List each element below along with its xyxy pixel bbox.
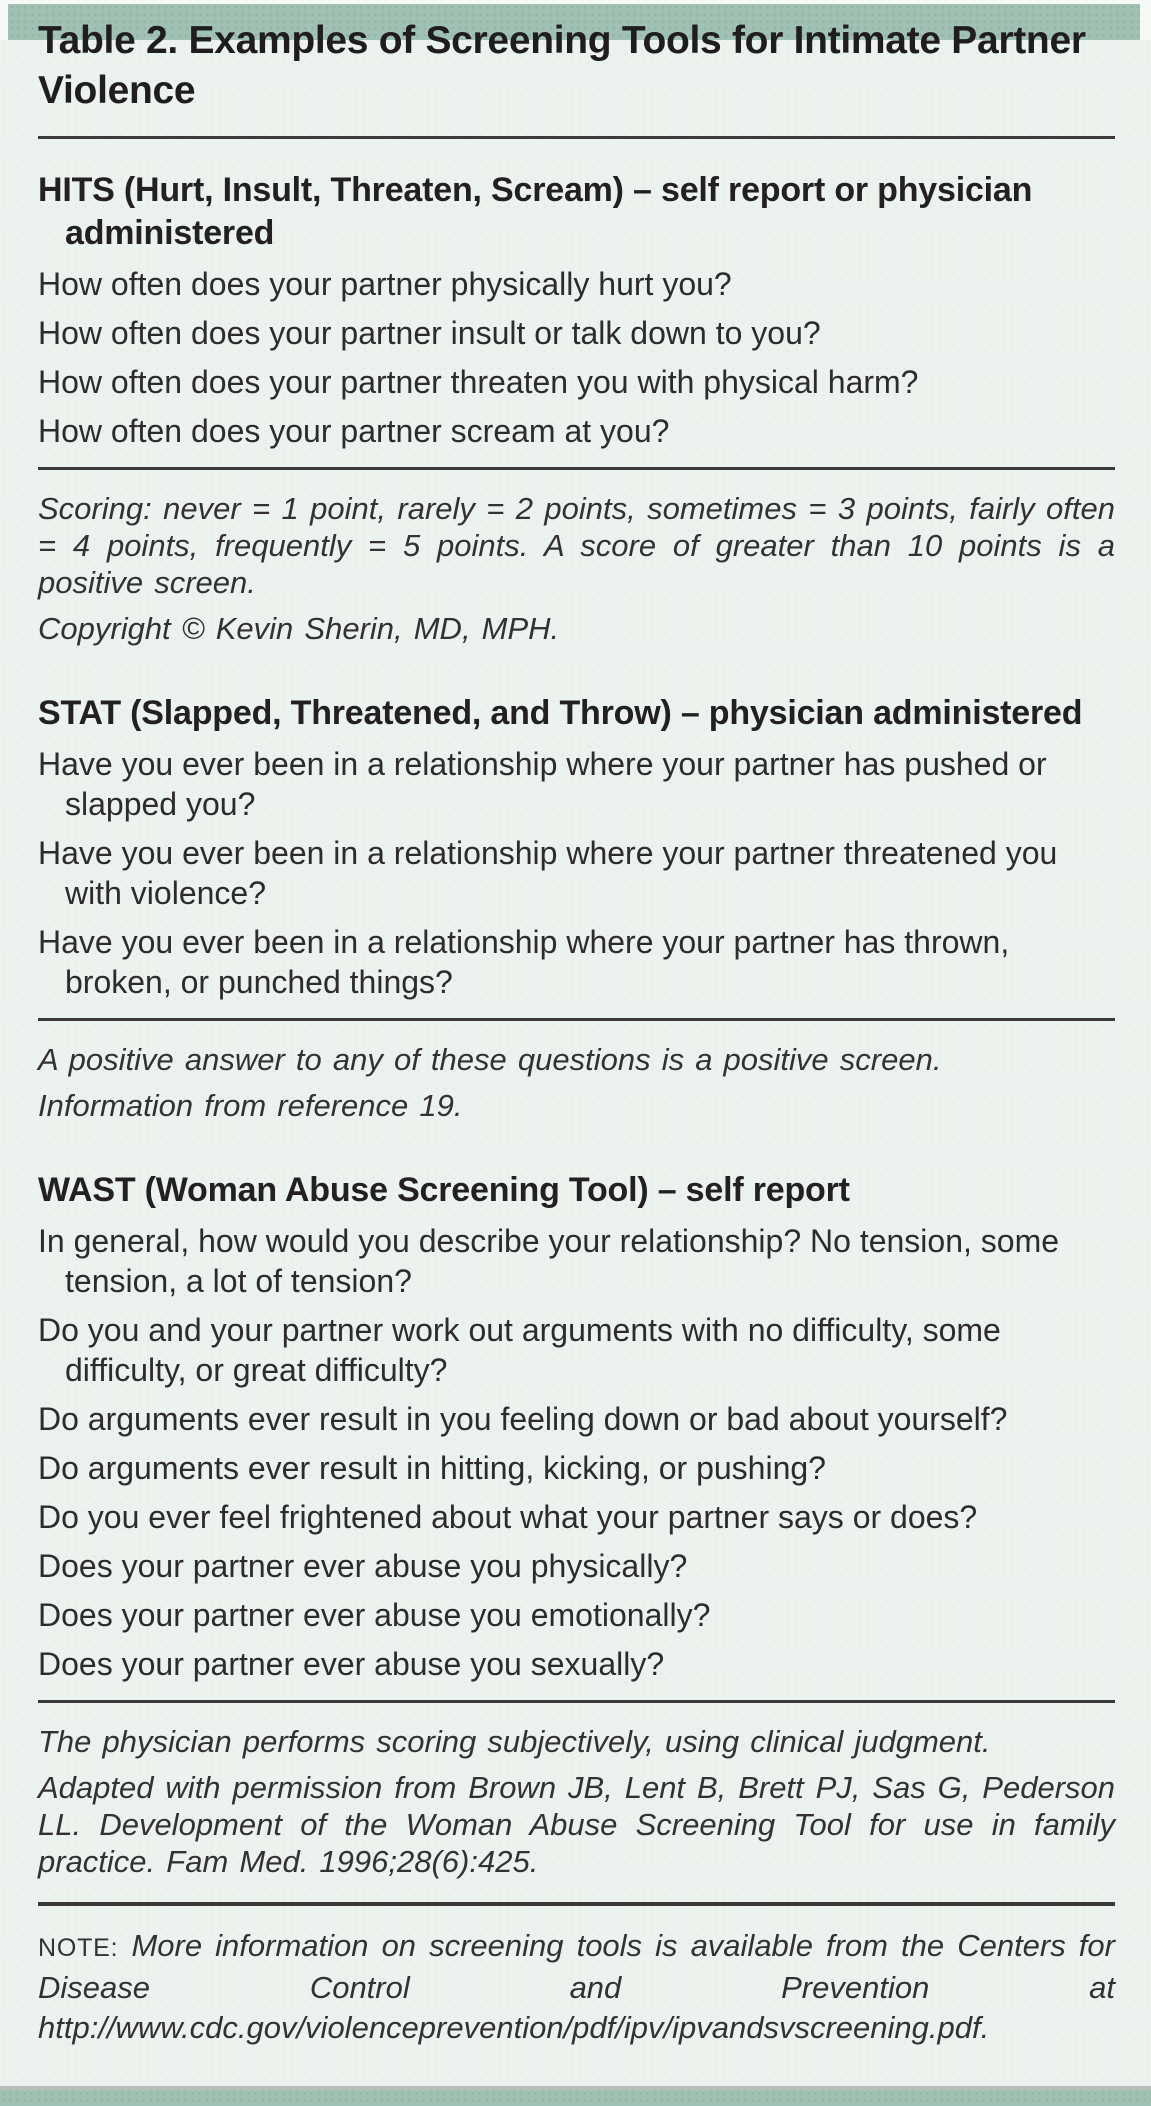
- note-text: Copyright © Kevin Sherin, MD, MPH.: [38, 611, 560, 646]
- screening-tool-section: [38, 692, 1115, 1124]
- question-text: Do arguments ever result in hitting, kicking, or pushing?: [38, 1450, 826, 1486]
- note-list: [38, 1041, 1115, 1124]
- title-divider-rule: [38, 136, 1115, 139]
- question-text: Do you ever feel frightened about what your partner says or does?: [38, 1499, 978, 1535]
- note-text: A positive answer to any of these questions is a positive screen.: [38, 1042, 942, 1077]
- question-text: Does your partner ever abuse you emotionally?: [38, 1597, 711, 1633]
- question-text: Does your partner ever abuse you physically?: [38, 1548, 688, 1584]
- section-heading: HITS (Hurt, Insult, Threaten, Scream) – self report or physician administered: [38, 171, 1033, 252]
- question-text: Have you ever been in a relationship where your partner has thrown, broken, or punched things?: [38, 924, 1010, 1000]
- section-heading: STAT (Slapped, Threatened, and Throw) – physician administered: [38, 694, 1083, 732]
- question-list: [38, 744, 1115, 1002]
- question-text: How often does your partner insult or talk down to you?: [38, 315, 821, 351]
- section-heading: WAST (Woman Abuse Screening Tool) – self report: [38, 1171, 850, 1209]
- question-text: How often does your partner threaten you with physical harm?: [38, 364, 919, 400]
- screening-tool-section: [38, 1169, 1115, 1880]
- note-text: Adapted with permission from Brown JB, Lent B, Brett PJ, Sas G, Pederson LL. Development of the Woman Abuse Screening Tool for use in family practice. Fam Med. 1996;28(6):425.: [38, 1770, 1115, 1879]
- footnote-divider-rule: [38, 1902, 1115, 1906]
- footnote-body: More information on screening tools is available from the Centers for Disease Control and Prevention at http://www.cdc.gov/violenceprevention/pdf/ipv/ipvandsvscreening.pdf.: [38, 1928, 1115, 2045]
- table-title: Table 2. Examples of Screening Tools for Intimate Partner Violence: [38, 19, 1086, 112]
- question-text: Do arguments ever result in you feeling down or bad about yourself?: [38, 1401, 1008, 1437]
- footnote-text: [38, 1926, 1115, 2048]
- section-divider-rule: [38, 1018, 1115, 1021]
- question-list: [38, 264, 1115, 451]
- question-text: Have you ever been in a relationship where your partner has pushed or slapped you?: [38, 746, 1047, 822]
- note-text: Scoring: never = 1 point, rarely = 2 points, sometimes = 3 points, fairly often = 4 points, frequently = 5 points. A score of greater than 10 points is a positive screen.: [38, 491, 1115, 600]
- sections-container: [38, 169, 1115, 1880]
- table-footer-bar: [0, 2090, 1151, 2106]
- question-text: Have you ever been in a relationship where your partner threatened you with violence?: [38, 835, 1058, 911]
- screening-tool-section: [38, 169, 1115, 647]
- note-text: Information from reference 19.: [38, 1088, 463, 1123]
- question-text: How often does your partner physically hurt you?: [38, 266, 732, 302]
- footnote-label: NOTE:: [38, 1934, 119, 1962]
- question-list: [38, 1221, 1115, 1684]
- question-text: How often does your partner scream at you?: [38, 413, 670, 449]
- section-divider-rule: [38, 1700, 1115, 1703]
- note-text: The physician performs scoring subjectively, using clinical judgment.: [38, 1724, 991, 1759]
- question-text: Does your partner ever abuse you sexually?: [38, 1646, 665, 1682]
- note-list: [38, 1723, 1115, 1880]
- section-divider-rule: [38, 467, 1115, 470]
- question-text: In general, how would you describe your relationship? No tension, some tension, a lot of tension?: [38, 1223, 1060, 1299]
- note-list: [38, 490, 1115, 647]
- question-text: Do you and your partner work out arguments with no difficulty, some difficulty, or great difficulty?: [38, 1312, 1001, 1388]
